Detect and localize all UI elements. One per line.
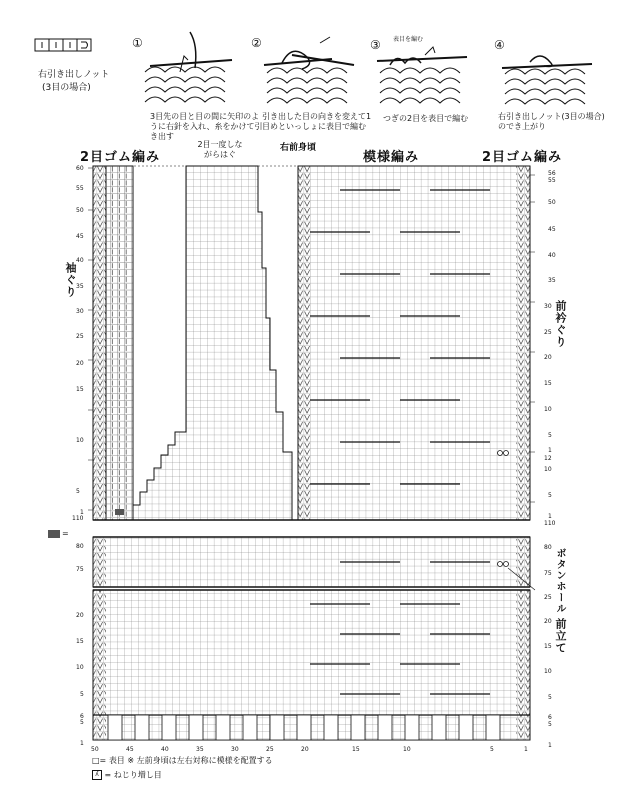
row-num-right: 5 xyxy=(548,694,552,701)
row-num-right: 25 xyxy=(544,594,552,601)
divider-symbol-note: = xyxy=(62,529,69,538)
label-armhole: 袖ぐり xyxy=(64,262,77,298)
row-num-right: 5 xyxy=(548,432,552,439)
step-4-number: ④ xyxy=(494,38,505,52)
row-num-right: 110 xyxy=(544,520,556,527)
row-num: 5 xyxy=(76,488,80,495)
col-num: 45 xyxy=(126,746,134,753)
label-front-band: 前立て xyxy=(554,618,567,654)
step-1-number: ① xyxy=(132,36,143,50)
col-num: 10 xyxy=(403,746,411,753)
row-num-right: 12 xyxy=(544,455,552,462)
row-num: 20 xyxy=(76,360,84,367)
row-num-right: 75 xyxy=(544,570,552,577)
header-ribbing-left: 2目ゴム編み xyxy=(80,150,161,165)
row-num: 6 xyxy=(80,713,84,720)
header-decrease-note: 2目一度しながらはぐ xyxy=(197,140,243,159)
col-num: 25 xyxy=(266,746,274,753)
row-num-right: 20 xyxy=(544,354,552,361)
technique-title: 右引き出しノット xyxy=(38,70,110,80)
increase-symbol-icon: ʎ xyxy=(92,770,102,780)
row-num-right: 15 xyxy=(544,380,552,387)
header-piece: 右前身頃 xyxy=(280,143,317,153)
row-num: 1 xyxy=(80,509,84,516)
row-num-right: 40 xyxy=(548,252,556,259)
row-num-right: 45 xyxy=(548,226,556,233)
row-num-right: 80 xyxy=(544,544,552,551)
row-num: 55 xyxy=(76,185,84,192)
col-num: 40 xyxy=(161,746,169,753)
header-pattern: 模様編み xyxy=(363,150,420,165)
col-num: 1 xyxy=(524,746,528,753)
legend-knit xyxy=(92,756,273,766)
row-num: 40 xyxy=(76,257,84,264)
col-num: 50 xyxy=(91,746,99,753)
step-3-number: ③ xyxy=(370,38,381,52)
row-num: 35 xyxy=(76,283,84,290)
row-num-right: 35 xyxy=(548,277,556,284)
row-num: 60 xyxy=(76,165,84,172)
row-num: 20 xyxy=(76,612,84,619)
row-num: 10 xyxy=(76,664,84,671)
row-num: 10 xyxy=(76,437,84,444)
label-front-neck: 前衿ぐり xyxy=(554,300,567,348)
row-num-right: 10 xyxy=(544,406,552,413)
col-num: 20 xyxy=(301,746,309,753)
legend-increase xyxy=(92,770,162,781)
row-num: 45 xyxy=(76,233,84,240)
step-4-caption: 右引き出しノット(3目の場合)のでき上がり xyxy=(498,112,605,131)
legend-increase-text: = ねじり増し目 xyxy=(104,770,162,780)
row-num-right: 56 xyxy=(548,170,556,177)
legend-knit-text: 表目 ※ 左前身頃は左右対称に模様を配置する xyxy=(108,756,273,765)
row-num-right: 55 xyxy=(548,177,556,184)
row-num-right: 50 xyxy=(548,199,556,206)
row-num-right: 25 xyxy=(544,329,552,336)
row-num-right: 6 xyxy=(548,714,552,721)
step-1-caption: 3目先の目と目の間に矢印のように右針を入れ、糸をかけて引き出す xyxy=(150,112,263,141)
step-2-caption: 引き出した目の向きを変えて1目めといっしょに表目で編む xyxy=(262,112,372,131)
row-num-right: 15 xyxy=(544,643,552,650)
row-num: 80 xyxy=(76,543,84,550)
row-num: 110 xyxy=(72,515,84,522)
col-num: 15 xyxy=(352,746,360,753)
row-num-right: 10 xyxy=(544,668,552,675)
col-num: 5 xyxy=(490,746,494,753)
label-buttonhole: ボタンホール xyxy=(554,548,565,614)
row-num-right: 5 xyxy=(548,492,552,499)
row-num: 15 xyxy=(76,638,84,645)
technique-subtitle: (3目の場合) xyxy=(42,83,91,93)
step-3-callout: 表目を編む xyxy=(393,36,424,43)
row-num-right: 5 xyxy=(548,721,552,728)
step-3-caption: つぎの2目を表目で編む xyxy=(383,114,469,123)
row-num-right: 1 xyxy=(548,742,552,749)
row-num-right: 1 xyxy=(548,513,552,520)
col-num: 35 xyxy=(196,746,204,753)
row-num-right: 20 xyxy=(544,618,552,625)
row-num: 5 xyxy=(80,719,84,726)
row-num: 5 xyxy=(80,691,84,698)
legend-knit-symbol: □= xyxy=(92,756,107,765)
row-num-right: 30 xyxy=(544,303,552,310)
row-num: 1 xyxy=(80,740,84,747)
row-num-right: 1 xyxy=(548,447,552,454)
row-num: 50 xyxy=(76,207,84,214)
row-num: 15 xyxy=(76,386,84,393)
step-2-number: ② xyxy=(251,36,262,50)
row-num-right: 10 xyxy=(544,466,552,473)
col-num: 30 xyxy=(231,746,239,753)
row-num: 30 xyxy=(76,308,84,315)
row-num: 75 xyxy=(76,566,84,573)
header-ribbing-right: 2目ゴム編み xyxy=(482,150,563,165)
row-num: 25 xyxy=(76,333,84,340)
